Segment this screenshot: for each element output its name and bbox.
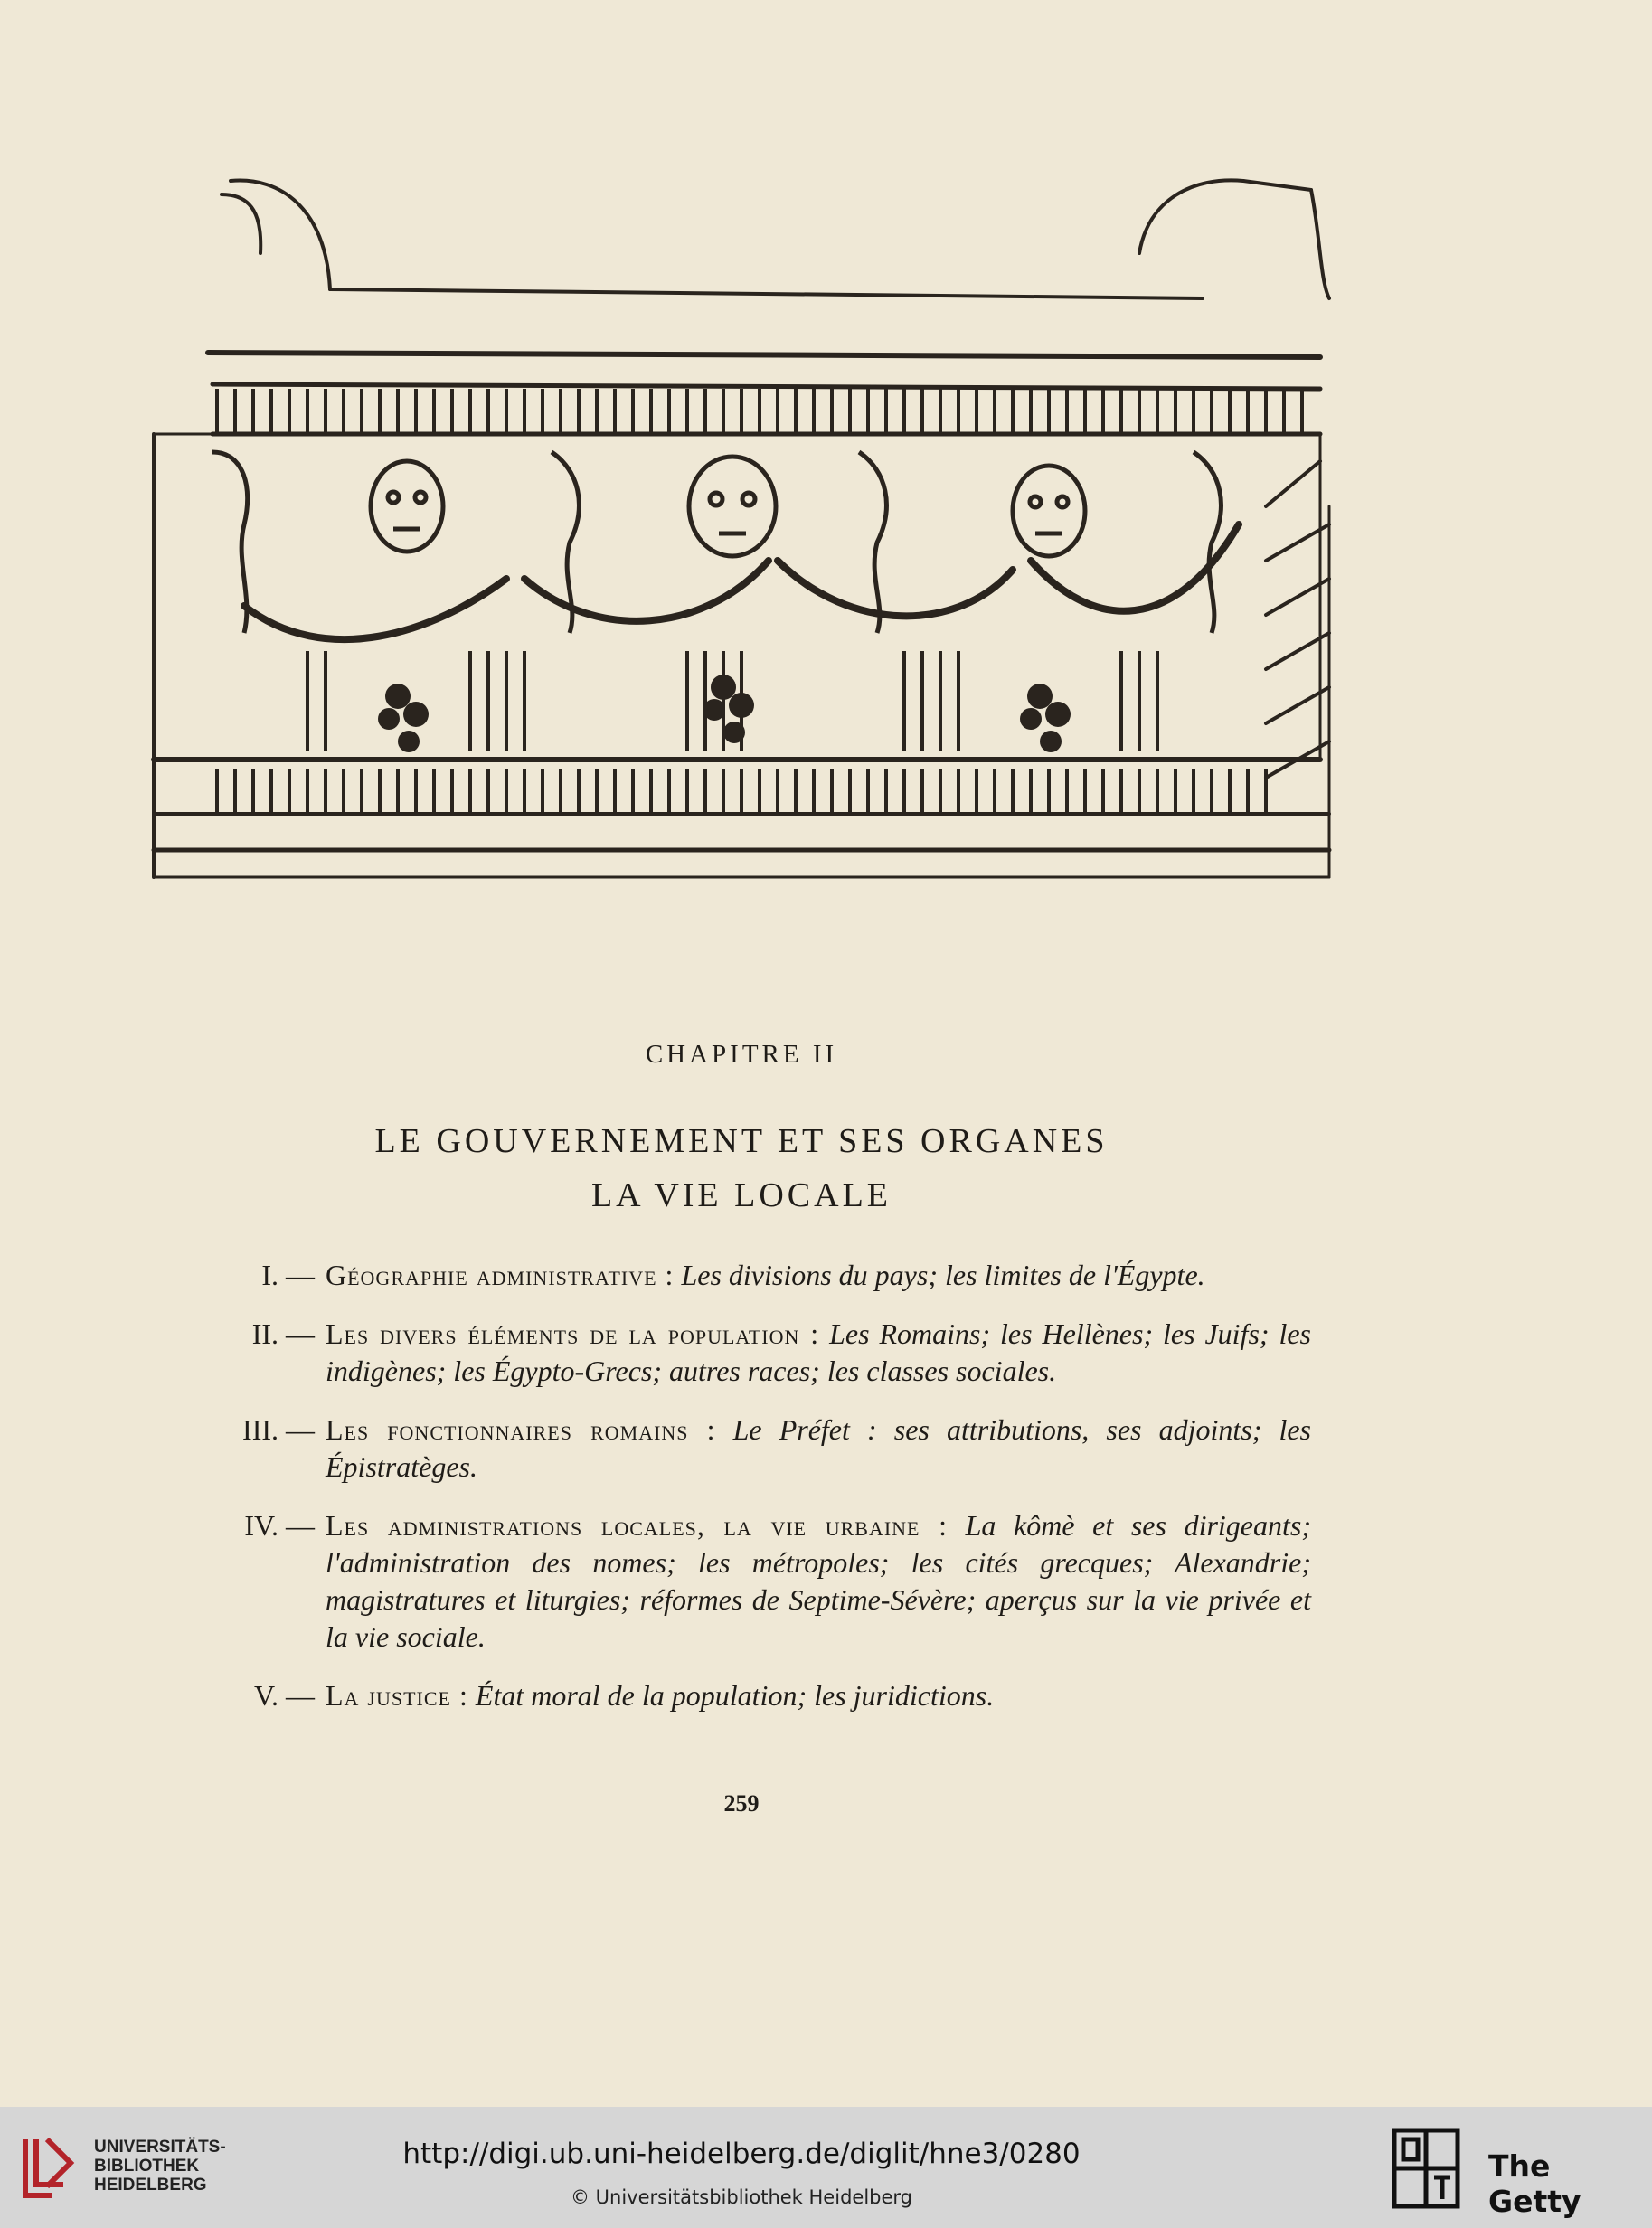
summary-entry bbox=[163, 1316, 1311, 1390]
entry-heading: Les divers éléments de la population : bbox=[326, 1317, 820, 1350]
entry-number: III. — bbox=[242, 1413, 315, 1446]
getty-logo-icon bbox=[1391, 2127, 1461, 2210]
summary-entry bbox=[163, 1257, 1311, 1294]
entry-description: État moral de la population; les juridictions. bbox=[475, 1679, 995, 1712]
entry-heading: Géographie administrative : bbox=[326, 1259, 675, 1291]
entry-number: I. — bbox=[261, 1259, 315, 1291]
viewer-footer bbox=[0, 2107, 1652, 2228]
chapter-title-line-2: LA VIE LOCALE bbox=[590, 1176, 892, 1214]
entry-number: V. — bbox=[254, 1679, 315, 1712]
summary-entry bbox=[163, 1411, 1311, 1486]
summary-entry bbox=[163, 1507, 1311, 1656]
entry-heading: La justice : bbox=[326, 1679, 468, 1712]
library-name: UNIVERSITÄTS- BIBLIOTHEK HEIDELBERG bbox=[94, 2138, 226, 2195]
entry-number: II. — bbox=[251, 1317, 315, 1350]
getty-label: The Getty bbox=[1488, 2148, 1581, 2219]
chapter-summary bbox=[163, 1257, 1311, 1736]
entry-description: Les Romains; les Hellènes; les Juifs; les indigènes; les Égypto-Grecs; autres races; les classes sociales. bbox=[326, 1317, 1311, 1387]
entry-description: Le Préfet : ses attributions, ses adjoints; les Épistratèges. bbox=[326, 1413, 1312, 1483]
entry-number: IV. — bbox=[244, 1509, 315, 1542]
chapter-title-line-1: LE GOUVERNEMENT ET SES ORGANES bbox=[374, 1122, 1109, 1160]
entry-heading: Les administrations locales, la vie urbaine : bbox=[326, 1509, 948, 1542]
entry-description: Les divisions du pays; les limites de l'Égypte. bbox=[681, 1259, 1205, 1291]
sarcophagus-drawing-icon bbox=[145, 163, 1338, 886]
copyright-notice: © Universitätsbibliothek Heidelberg bbox=[570, 2186, 912, 2208]
summary-entry bbox=[163, 1677, 1311, 1714]
page-number: 259 bbox=[723, 1790, 760, 1817]
entry-heading: Les fonctionnaires romains : bbox=[326, 1413, 716, 1446]
entry-description: La kômè et ses dirigeants; l'administration des nomes; les métropoles; les cités grecques; Alexandrie; magistratures et liturgies; réformes de Septime-Sévère; aperçus sur la vie privée et la vie sociale. bbox=[326, 1509, 1312, 1653]
document-url-link[interactable]: http://digi.ub.uni-heidelberg.de/diglit/hne3/0280 bbox=[402, 2138, 1081, 2170]
chapter-label: CHAPITRE II bbox=[645, 1040, 838, 1069]
